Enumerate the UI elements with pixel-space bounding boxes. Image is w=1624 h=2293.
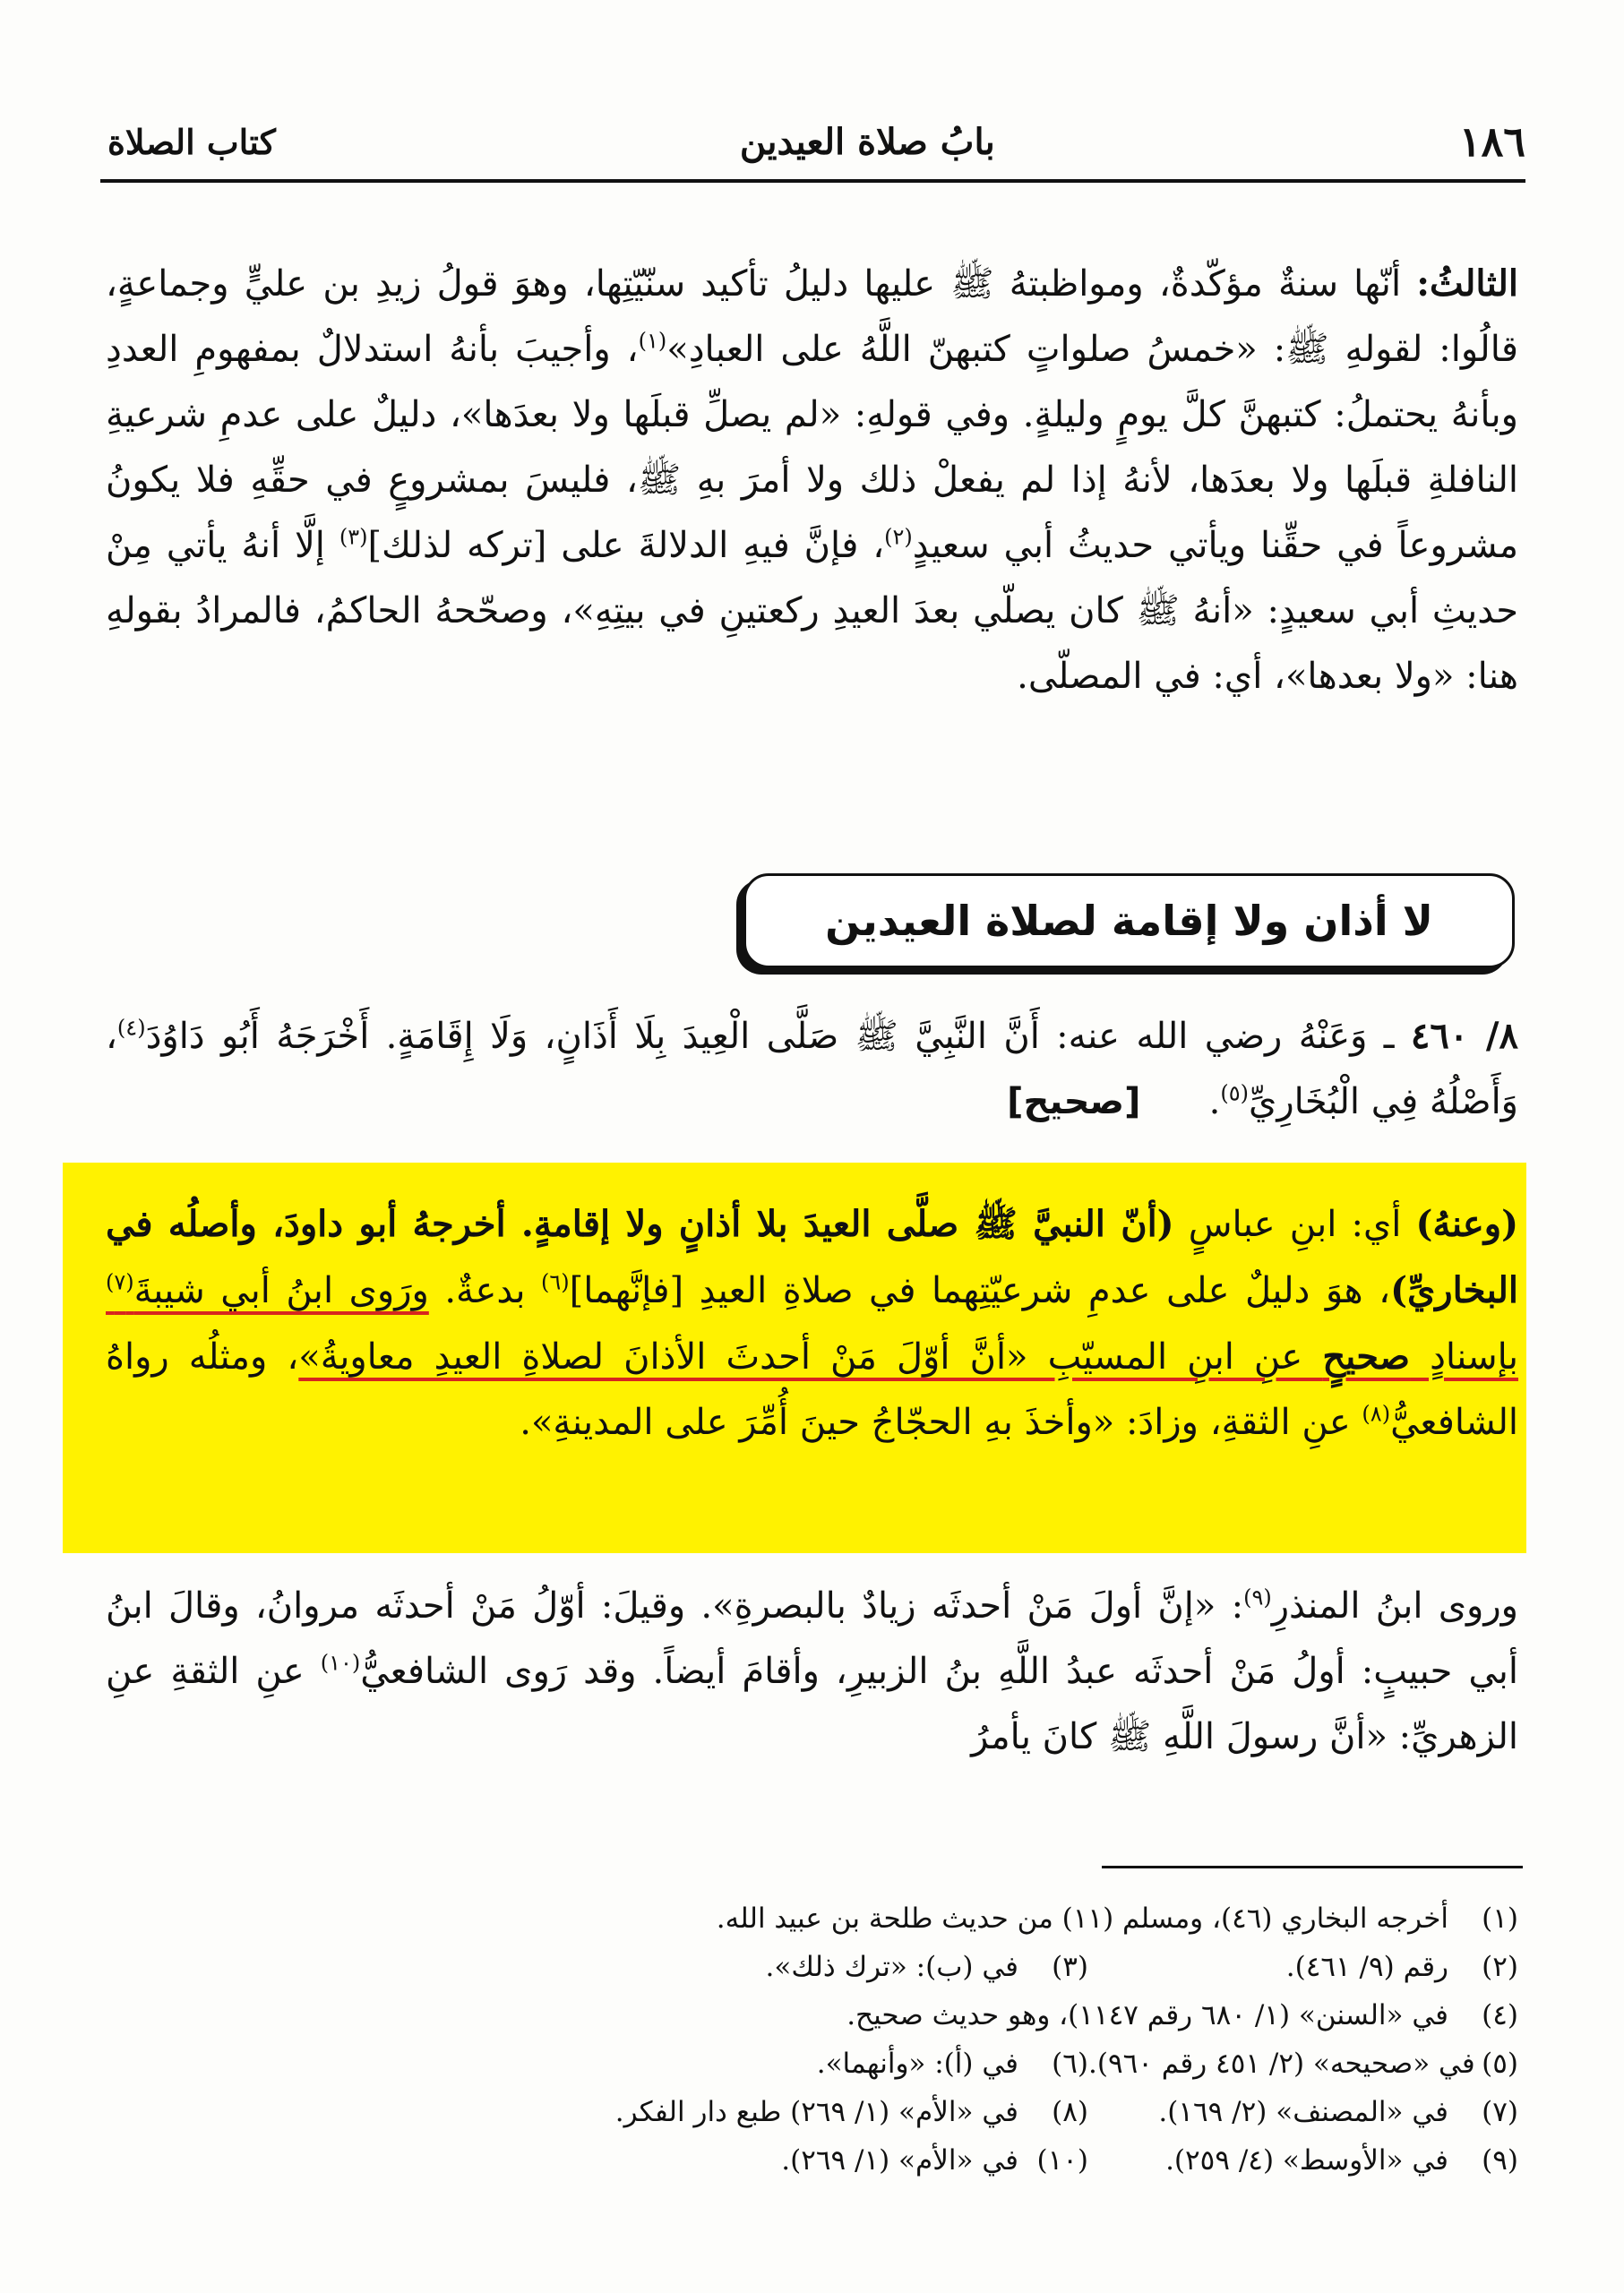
footnote-marker: (٩)	[1482, 2144, 1518, 2177]
footnote-row	[125, 2040, 1518, 2088]
footnote-row	[125, 2088, 1518, 2136]
commentary-text: بدعةٌ.	[428, 1270, 542, 1311]
commentary-text: ، ومثلُه رواهُ الشافعيُّ	[106, 1336, 1518, 1443]
footnote-row	[125, 1943, 1518, 1991]
footnote-8	[615, 2088, 1088, 2136]
footnote-marker: (٣)	[1052, 1951, 1088, 1983]
hadith-text	[106, 1003, 1518, 1135]
paragraph-text: ، وأجيبَ بأنهُ استدلالٌ بمفهومِ العددِ وبأنهُ يحتملُ: كتبهنَّ كلَّ يومٍ وليلةٍ. وفي قولهِ: «لم يصلِّ قبلَها ولا بعدَها»، دليلٌ على عدمِ شرعيةِ النافلةِ قبلَها ولا بعدَها، لأنهُ إذا لم يفعلْ ذلك ولا أمرَ بهِ ﷺ، فليسَ بمشروعٍ في حقِّهِ فلا يكونُ مشروعاً في حقِّنا ويأتي حديثُ أبي سعيدٍ	[106, 329, 1518, 566]
footnote-2	[1088, 1943, 1518, 1991]
underlined-text: بإسنادٍ	[1410, 1336, 1519, 1378]
footnote-text: في «الأم» (١/ ٢٦٩).	[781, 2144, 1018, 2177]
hadith-body: ، وَأَصْلُهُ فِي الْبُخَارِيِّ	[106, 1016, 1518, 1122]
footnote-marker: (٤)	[1482, 1999, 1518, 2031]
footnote-7	[1088, 2088, 1518, 2136]
footnote-10	[781, 2136, 1088, 2185]
footnote-ref-3[interactable]: (٣)	[339, 524, 368, 550]
footnote-ref-6[interactable]: (٦)	[541, 1269, 570, 1295]
footnote-1	[717, 1894, 1518, 1943]
footnote-marker: (٧)	[1482, 2096, 1518, 2128]
footnote-text: في (ب): «ترك ذلك».	[765, 1951, 1018, 1983]
underlined-text: ورَوى ابنُ أبي شيبةَ	[133, 1270, 429, 1311]
commentary-text: أي: ابنِ عباسٍ	[1173, 1204, 1416, 1245]
footnote-ref-9[interactable]: (٩)	[1243, 1584, 1272, 1610]
paragraph-text: وروى ابنُ المنذرِ	[1271, 1585, 1519, 1627]
footnotes	[125, 1894, 1518, 2185]
footnote-3	[766, 1943, 1088, 1991]
footnote-text: في «الأم» (١/ ٢٦٩) طبع دار الفكر.	[614, 2096, 1018, 2128]
footnote-text: في (أ): «وأنهما».	[816, 2048, 1018, 2080]
footnote-ref-1[interactable]: (١)	[638, 328, 667, 354]
hadith-number: ٨/ ٤٦٠	[1410, 1015, 1518, 1057]
commentary-paragraph	[106, 1191, 1518, 1456]
footnote-ref-4[interactable]: (٤)	[116, 1015, 146, 1041]
footnote-row	[125, 1894, 1518, 1943]
footnote-6	[817, 2040, 1088, 2088]
footnote-4	[846, 1991, 1518, 2040]
commentary-bold: (أنّ النبيَّ ﷺ صلَّى العيدَ بلا أذانٍ ولا إقامةٍ. أخرجهُ أبو داودَ، وأصلُه في البخاريِّ)	[106, 1203, 1518, 1311]
commentary-text: ، هوَ دليلٌ على عدمِ شرعيّتِهما في صلاةِ العيدِ [فإنَّهما]	[569, 1270, 1391, 1311]
hadith-body: .	[1208, 1081, 1221, 1122]
footnote-ref-8[interactable]: (٨)	[1362, 1401, 1391, 1427]
footnote-marker: (٦)	[1052, 2048, 1088, 2080]
footnote-marker: (١٠)	[1036, 2144, 1088, 2177]
paragraph-text: ، فإنَّ فيهِ الدلالةَ على [تركه لذلك]	[367, 525, 885, 566]
footnote-ref-2[interactable]: (٢)	[884, 524, 913, 550]
paragraph-third-opinion	[106, 251, 1518, 709]
footnote-text: في «السنن» (١/ ٦٨٠ رقم ١١٤٧)، وهو حديث صحيح.	[846, 1999, 1448, 2031]
page-number: ١٨٦	[1458, 117, 1525, 166]
footnote-text: رقم (٩/ ٤٦١).	[1285, 1951, 1448, 1983]
footnote-text: في «المصنف» (٢/ ١٦٩).	[1158, 2096, 1448, 2128]
footnote-marker: (٨)	[1052, 2096, 1088, 2128]
running-header	[107, 106, 1525, 177]
footnote-9	[1088, 2136, 1518, 2185]
footnote-marker: (٥)	[1482, 2048, 1518, 2080]
commentary-text: عنِ الثقةِ، وزادَ: «وأخذَ بهِ الحجّاجُ حينَ أُمِّرَ على المدينةِ».	[520, 1402, 1362, 1443]
footnote-row	[125, 1991, 1518, 2040]
paragraph-text: : «إنَّ أولَ مَنْ أحدثَه زيادٌ بالبصرةِ». وقيلَ: أوّلُ مَنْ أحدثَه مروانُ، وقالَ ابنُ أبي حبيبٍ: أولُ مَنْ أحدثَه عبدُ اللَّهِ بنُ الزبيرِ، وأقامَ أيضاً. وقد رَوى الشافعيُّ	[106, 1585, 1519, 1692]
footnote-ref-7[interactable]: (٧)	[106, 1269, 134, 1295]
footnote-text: في «صحيحه» (٢/ ٤٥١ رقم ٩٦٠).	[1088, 2048, 1475, 2080]
book-title: كتاب الصلاة	[107, 121, 276, 162]
hadith-grade: [صحيح]	[1007, 1081, 1141, 1122]
underlined-bold: صحيحٍ	[1322, 1335, 1411, 1378]
paragraph-ibn-mundhir	[106, 1574, 1518, 1770]
footnote-divider	[1102, 1866, 1523, 1868]
paragraph-text: أنّها سنةٌ مؤكّدةٌ، ومواظبتهُ ﷺ عليها دليلُ تأكيد سنّيّتِها، وهوَ قولُ زيدِ بن عليٍّ وجماعةٍ، قالُوا: لقولهِ ﷺ: «خمسُ صلواتٍ كتبهنّ اللَّهُ على العبادِ»	[106, 263, 1519, 370]
footnote-row	[125, 2136, 1518, 2185]
hadith-body: ـ وَعَنْهُ رضي الله عنه: أَنَّ النَّبِيَّ ﷺ صَلَّى الْعِيدَ بِلَا أَذَانٍ، وَلَا إِقَامَةٍ. أَخْرَجَهُ أَبُو دَاوُدَ	[145, 1016, 1411, 1057]
footnote-text: في «الأوسط» (٤/ ٢٥٩).	[1165, 2144, 1448, 2177]
footnote-marker: (١)	[1482, 1902, 1518, 1935]
footnote-marker: (٢)	[1482, 1951, 1518, 1983]
footnote-ref-5[interactable]: (٥)	[1220, 1080, 1250, 1106]
footnote-ref-10[interactable]: (١٠)	[320, 1650, 361, 1676]
footnote-5	[1088, 2040, 1518, 2088]
paragraph-lead: الثالثُ:	[1416, 262, 1518, 305]
paragraph-text: إلَّا أنهُ يأتي مِنْ حديثِ أبي سعيدٍ: «أنهُ ﷺ كان يصلّي بعدَ العيدِ ركعتينِ في بيتِهِ»، وصحّحهُ الحاكمُ، فالمرادُ بقولهِ هنا: «ولا بعدها»، أي: في المصلّى.	[106, 525, 1519, 697]
section-heading: لا أذان ولا إقامة لصلاة العيدين	[743, 873, 1515, 968]
header-divider	[100, 179, 1525, 183]
chapter-title: بابُ صلاة العيدين	[739, 120, 995, 163]
commentary-bold: (وعنهُ)	[1415, 1203, 1519, 1245]
paragraph-text: عنِ الثقةِ عنِ الزهريِّ: «أنَّ رسولَ اللَّهِ ﷺ كانَ يأمرُ	[106, 1651, 1518, 1757]
underlined-text: عنِ ابنِ المسيّبِ «أنَّ أوّلَ مَنْ أحدثَ الأذانَ لصلاةِ العيدِ معاويةُ»	[298, 1336, 1323, 1378]
footnote-text: أخرجه البخاري (٤٦)، ومسلم (١١) من حديث طلحة بن عبيد الله.	[716, 1902, 1448, 1935]
